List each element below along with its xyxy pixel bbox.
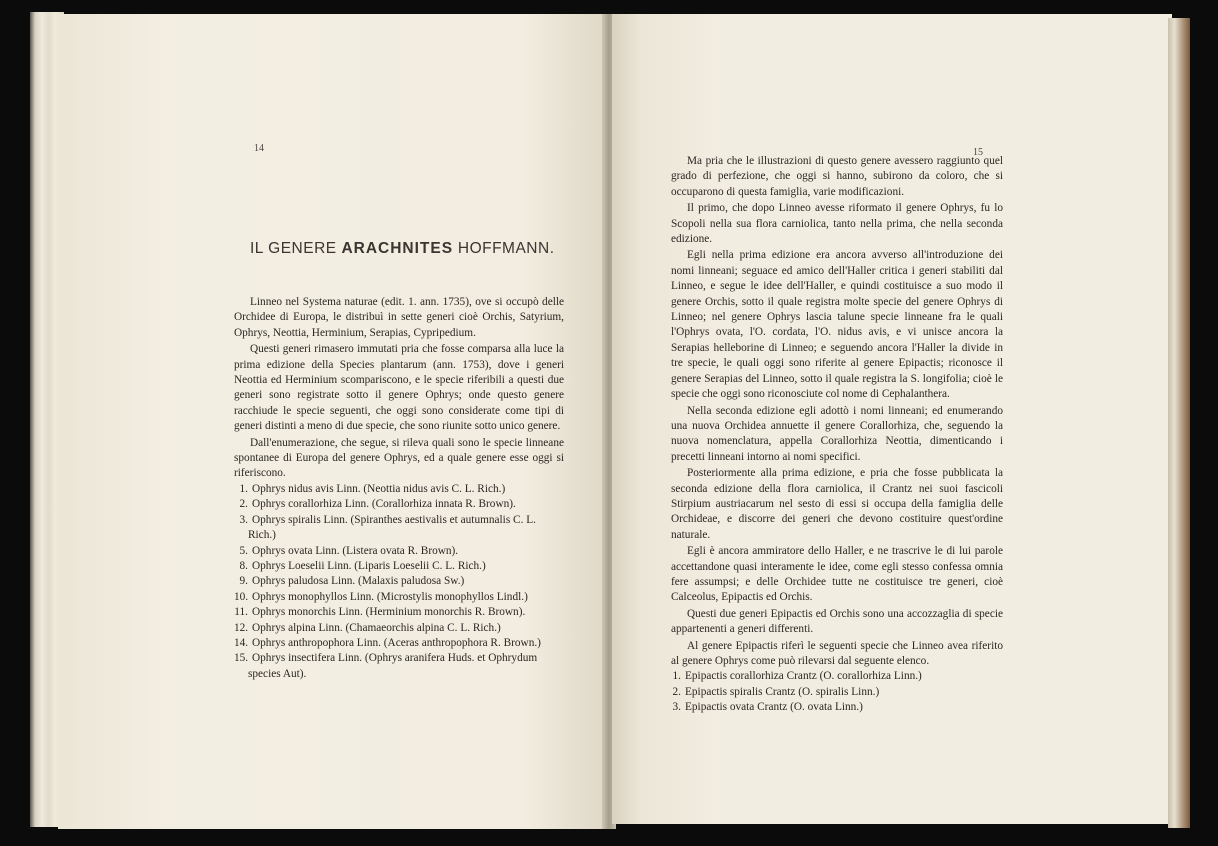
paragraph: Ma pria che le illustrazioni di questo genere avessero raggiunto quel grado di perfezione, che oggi si hanno, subirono da coloro, che si occuparono di questa famiglia, varie modificazioni.: [671, 155, 1003, 198]
paragraph: Nella seconda edizione egli adottò i nomi linneani; ed enumerando una nuova Orchidea annuette il genere Corallorhiza, che, seguendo la nuova nomenclatura, appella Corallorhiza Neottia, dimenticando i precetti linneani intorno ai nomi specifici.: [671, 404, 1003, 463]
list-item: 5. Ophrys ovata Linn. (Listera ovata R. Brown).: [239, 544, 459, 557]
paragraph: Posteriormente alla prima edizione, e pria che fosse pubblicata la seconda edizione della flora carniolica, il Crantz nei suoi fascicoli Stirpium austriacarum nel sesto di essi si occupa della famiglia delle Orchideae, e discorre dei generi che devono costituire quest'ordine naturale.: [671, 467, 1003, 541]
epipactis-list: [671, 669, 1003, 715]
list-item: 10. Ophrys monophyllos Linn. (Microstylis monophyllos Lindl.): [234, 590, 528, 603]
paragraph: Il primo, che dopo Linneo avesse riformato il genere Ophrys, fu lo Scopoli nella sua flora carniolica, tanto nella prima, che nella seconda edizione.: [671, 202, 1003, 246]
paragraph: Egli è ancora ammiratore dello Haller, e ne trascrive le di lui parole accettandone quasi interamente le idee, come egli stesso confessa omnia fere assumpsi; e delle Orchidee tutte ne costituisce tre generi, cioè Calceolus, Epipactis ed Orchis.: [671, 545, 1003, 604]
list-item: 9. Ophrys paludosa Linn. (Malaxis paludosa Sw.): [239, 575, 465, 588]
paragraph: Egli nella prima edizione era ancora avverso all'introduzione dei nomi linneani; seguace ed amico dell'Haller critica i generi stabiliti dal Linneo, e segue le idee dell'Haller, e quindi costituisce a suo modo il genere Orchis, sotto il quale registra molte specie del genere Ophrys di Linneo; nel genere Ophrys lascia talune specie linneane fra le quali l'Ophrys ovata, l'O. cordata, l'O. nidus avis, e vi unisce ancora la Serapias helleborine di Linneo; e seguendo ancora l'Haller la divide in tre specie, le quali oggi sono riferite al genere Epipactis; riconosce il genere Serapias del Linneo, sotto il quale registra la S. longifolia; cioè le specie che oggi sono riconosciute col nome di Cephalanthera.: [671, 249, 1003, 401]
right-page-body: [671, 154, 1003, 716]
list-item: 12. Ophrys alpina Linn. (Chamaeorchis alpina C. L. Rich.): [234, 621, 501, 634]
title-author: HOFFMANN.: [457, 240, 555, 257]
chapter-title: [250, 240, 580, 258]
paragraph: Dall'enumerazione, che segue, si rileva quali sono le specie linneane spontanee di Europa del genere Ophrys, ed a quale genere esse oggi si riferiscono.: [234, 436, 564, 480]
right-page-edges: [1168, 18, 1190, 828]
left-page-number: 14: [254, 143, 264, 154]
list-item: 3. Epipactis ovata Crantz (O. ovata Linn.): [672, 701, 863, 714]
list-item: 8. Ophrys Loeselii Linn. (Liparis Loeselii C. L. Rich.): [239, 559, 486, 572]
title-prefix: IL GENERE: [250, 240, 337, 257]
left-page-body: [234, 295, 564, 682]
list-item: 15. Ophrys insectifera Linn. (Ophrys aranifera Huds. et Ophrydum species Aut).: [234, 652, 538, 680]
paragraph: Questi generi rimasero immutati pria che fosse comparsa alla luce la prima edizione della Species plantarum (ann. 1753), dove i generi Neottia ed Herminium scompariscono, e le specie riferibili a questi due generi sono registrate sotto il genere Ophrys; onde questo genere racchiude le specie seguenti, che oggi sono considerate come tipi di generi distinti a meno di due specie, che sono riunite sotto unico genere.: [234, 343, 564, 433]
list-item: 11. Ophrys monorchis Linn. (Herminium monorchis R. Brown).: [234, 606, 526, 619]
title-genus: ARACHNITES: [341, 240, 454, 257]
species-list: [234, 482, 564, 682]
list-item: 3. Ophrys spiralis Linn. (Spiranthes aestivalis et autumnalis C. L. Rich.): [239, 513, 536, 542]
paragraph: Linneo nel Systema naturae (edit. 1. ann. 1735), ove si occupò delle Orchidee di Europa, le distribuì in sette generi cioè Orchis, Satyrium, Ophrys, Neottia, Herminium, Serapias, Cypripedium.: [234, 296, 564, 339]
list-item: 2. Epipactis spiralis Crantz (O. spiralis Linn.): [672, 685, 880, 698]
right-page-number: 15: [973, 147, 983, 158]
list-item: 2. Ophrys corallorhiza Linn. (Corallorhiza innata R. Brown).: [239, 498, 516, 511]
list-item: 1. Epipactis corallorhiza Crantz (O. corallorhiza Linn.): [672, 670, 922, 683]
list-item: 14. Ophrys anthropophora Linn. (Aceras anthropophora R. Brown.): [234, 636, 541, 649]
list-item: 1. Ophrys nidus avis Linn. (Neottia nidus avis C. L. Rich.): [239, 482, 506, 495]
paragraph: Questi due generi Epipactis ed Orchis sono una accozzaglia di specie appartenenti a generi differenti.: [671, 607, 1003, 636]
paragraph: Al genere Epipactis riferì le seguenti specie che Linneo avea riferito al genere Ophrys come può rilevarsi dal seguente elenco.: [671, 639, 1003, 667]
